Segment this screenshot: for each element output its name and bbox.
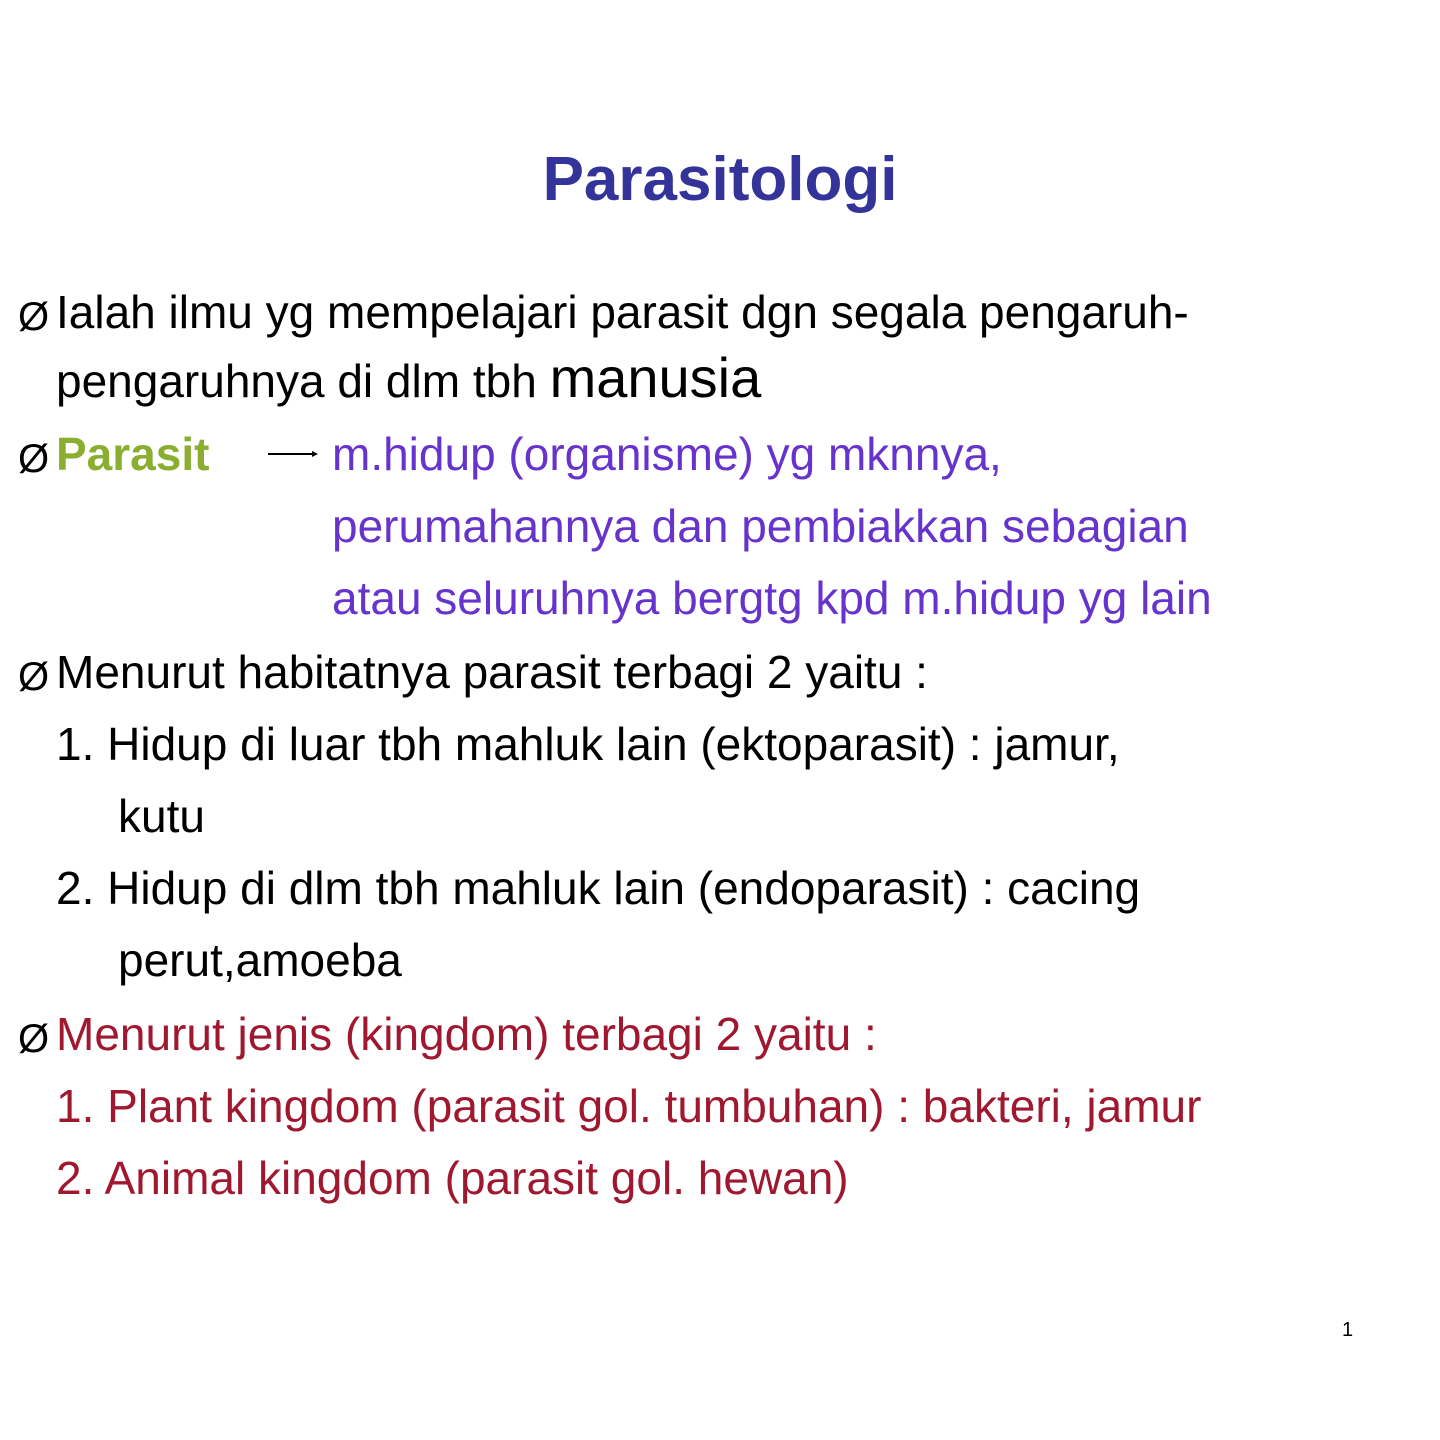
bullet-2-row bbox=[18, 428, 49, 487]
bullet-1-line2-emphasis: manusia bbox=[549, 346, 762, 409]
bullet-1-line2-text: pengaruhnya di dlm tbh bbox=[56, 355, 550, 407]
parasit-definition-line3: atau seluruhnya bergtg kpd m.hidup yg lain bbox=[332, 572, 1212, 624]
parasit-label: Parasit bbox=[56, 428, 210, 480]
arrowhead-bullet-icon: Ø bbox=[18, 1017, 50, 1061]
arrowhead-bullet-icon: Ø bbox=[18, 295, 50, 339]
habitat-item-2-line2: perut,amoeba bbox=[118, 934, 402, 986]
bullet-1-row bbox=[18, 286, 49, 345]
bullet-3-row bbox=[18, 646, 49, 705]
page-number: 1 bbox=[1342, 1319, 1354, 1341]
kingdom-heading: Menurut jenis (kingdom) terbagi 2 yaitu : bbox=[56, 1008, 877, 1060]
bullet-4-row bbox=[18, 1008, 49, 1067]
kingdom-item-2: 2. Animal kingdom (parasit gol. hewan) bbox=[56, 1152, 849, 1204]
bullet-1-line1: Ialah ilmu yg mempelajari parasit dgn segala pengaruh- bbox=[56, 286, 1189, 338]
kingdom-item-1: 1. Plant kingdom (parasit gol. tumbuhan) : bakteri, jamur bbox=[56, 1080, 1202, 1132]
habitat-item-1-line1: 1. Hidup di luar tbh mahluk lain (ektoparasit) : jamur, bbox=[56, 718, 1120, 770]
arrowhead-bullet-icon: Ø bbox=[18, 655, 50, 699]
parasit-definition-line1: m.hidup (organisme) yg mknnya, bbox=[332, 428, 1002, 480]
habitat-item-1-line2: kutu bbox=[118, 790, 205, 842]
arrowhead-bullet-icon: Ø bbox=[18, 437, 50, 481]
habitat-item-2-line1: 2. Hidup di dlm tbh mahluk lain (endoparasit) : cacing bbox=[56, 862, 1141, 914]
right-arrow-icon bbox=[264, 424, 320, 484]
bullet-1-line2 bbox=[56, 346, 762, 409]
habitat-heading: Menurut habitatnya parasit terbagi 2 yaitu : bbox=[56, 646, 928, 698]
slide-title: Parasitologi bbox=[542, 145, 898, 214]
parasit-definition-line2: perumahannya dan pembiakkan sebagian bbox=[332, 500, 1189, 552]
